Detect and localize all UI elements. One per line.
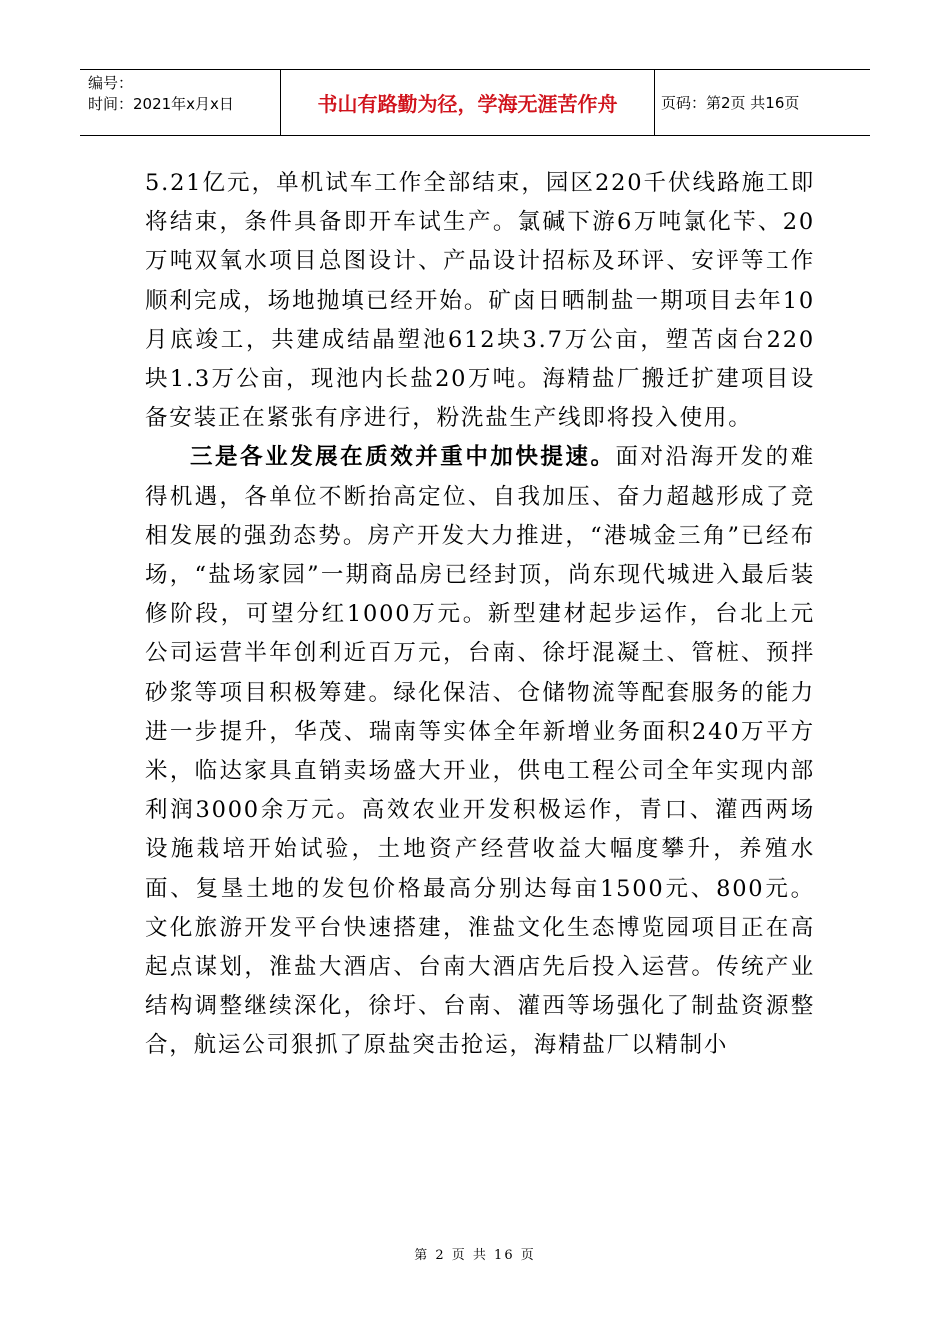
header-meta: [80, 70, 280, 135]
paragraph-lead-heading: 三是各业发展在质效并重中加快提速。: [190, 444, 616, 471]
paragraph-body-text: 面对沿海开发的难得机遇，各单位不断抬高定位、自我加压、奋力超越形成了竞相发展的强劲态势。房产开发大力推进，“港城金三角”已经布场，“盐场家园”一期商品房已经封顶，尚东现代城进入最后装修阶段，可望分红1000万元。新型建材起步运作，台北上元公司运营半年创利近百万元，台南、徐圩混凝土、管桩、预拌砂浆等项目积极筹建。绿化保洁、仓储物流等配套服务的能力进一步提升，华茂、瑞南等实体全年新增业务面积240万平方米，临达家具直销卖场盛大开业，供电工程公司全年实现内部利润3000余万元。高效农业开发积极运作，青口、灌西两场设施栽培开始试验，土地资产经营收益大幅度攀升，养殖水面、复垦土地的发包价格最高分别达每亩1500元、800元。文化旅游开发平台快速搭建，淮盐文化生态博览园项目正在高起点谋划，淮盐大酒店、台南大酒店先后投入运营。传统产业结构调整继续深化，徐圩、台南、灌西等场强化了制盐资源整合，航运公司狠抓了原盐突击抢运，海精盐厂以精制小: [145, 444, 815, 1059]
page-header: [80, 69, 870, 136]
paragraph-continued: 5.21亿元，单机试车工作全部结束，园区220千伏线路施工即将结束，条件具备即开车试生产。氯碱下游6万吨氯化苄、20万吨双氧水项目总图设计、产品设计招标及环评、安评等工作顺利完成，场地抛填已经开始。矿卤日晒制盐一期项目去年10月底竣工，共建成结晶塑池612块3.7万公亩，塑苫卤台220块1.3万公亩，现池内长盐20万吨。海精盐厂搬迁扩建项目设备安装正在紧张有序进行，粉洗盐生产线即将投入使用。: [145, 170, 815, 432]
page-footer: 第 2 页 共 16 页: [414, 1248, 536, 1263]
header-page-info: 页码：第2页 共16页: [661, 94, 800, 112]
header-motto: 书山有路勤为径，学海无涯苦作舟: [280, 70, 655, 135]
paragraph-development: [145, 438, 815, 1065]
document-body: [145, 164, 815, 1066]
document-number-label: 编号：: [88, 74, 134, 92]
document-time-label: 时间：2021年x月x日: [88, 95, 234, 113]
